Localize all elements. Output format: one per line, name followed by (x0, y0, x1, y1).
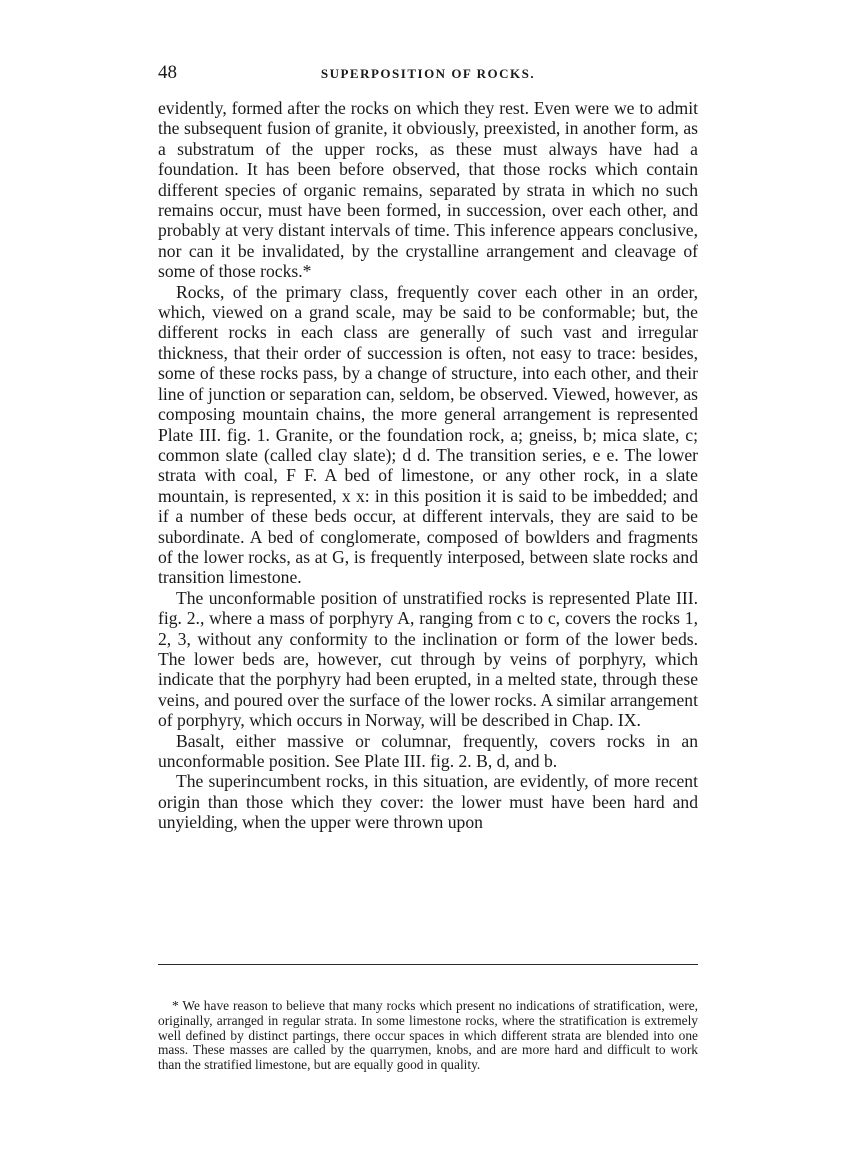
page-number: 48 (158, 62, 177, 83)
paragraph-superincumbent-rocks: The superincumbent rocks, in this situation, are evidently, of more recent origin than those which they cover: the lower must have been hard and unyielding, when the upper were thrown upon (158, 771, 698, 833)
page-header (158, 62, 698, 84)
body-text (158, 98, 698, 833)
running-title: SUPERPOSITION OF ROCKS. (320, 66, 536, 81)
footnote: * We have reason to believe that many rocks which present no indications of stratification, were, originally, arranged in regular strata. In some limestone rocks, where the stratification is extremely well defined by distinct partings, there occur spaces in which different strata are blended into one mass. These masses are called by the quarrymen, knobs, and are more hard and difficult to work than the stratified limestone, but are equally good in quality. (158, 998, 698, 1072)
paragraph-basalt: Basalt, either massive or columnar, frequently, covers rocks in an unconformable position. See Plate III. fig. 2. B, d, and b. (158, 730, 698, 771)
paragraph-unconformable-position: The unconformable position of unstratified rocks is represented Plate III. fig. 2., where a mass of porphyry A, ranging from c to c, covers the rocks 1, 2, 3, without any conformity to the inclination or form of the lower beds. The lower beds are, however, cut through by veins of porphyry, which indicate that the porphyry had been erupted, in a melted state, through these veins, and poured over the surface of the lower rocks. A similar arrangement of porphyry, which occurs in Norway, will be described in Chap. IX. (158, 587, 698, 731)
paragraph-primary-rocks: Rocks, of the primary class, frequently cover each other in an order, which, viewed on a grand scale, may be said to be conformable; but, the different rocks in each class are generally of such vast and irregular thickness, that their order of succession is often, not easy to trace: besides, some of these rocks pass, by a change of structure, into each other, and their line of junction or separation can, seldom, be observed. Viewed, however, as composing mountain chains, the more general arrangement is represented Plate III. fig. 1. Granite, or the foundation rock, a; gneiss, b; mica slate, c; common slate (called clay slate); d d. The transition series, e e. The lower strata with coal, F F. A bed of limestone, or any other rock, in a slate mountain, is represented, x x: in this position it is said to be imbedded; and if a number of these beds occur, at different intervals, they are said to be subordinate. A bed of conglomerate, composed of bowlders and fragments of the lower rocks, as at G, is frequently interposed, between slate rocks and transition limestone. (158, 281, 698, 588)
footnote-divider (158, 964, 698, 965)
paragraph-continuation: evidently, formed after the rocks on which they rest. Even were we to admit the subsequent fusion of granite, it obviously, preexisted, in another form, as a substratum of the upper rocks, as these must always have had a foundation. It has been before observed, that those rocks which contain different species of organic remains, separated by strata in which no such remains occur, must have been formed, in succession, over each other, and probably at very distant intervals of time. This inference appears conclusive, nor can it be invalidated, by the crystalline arrangement and cleavage of some of those rocks.* (158, 98, 698, 282)
